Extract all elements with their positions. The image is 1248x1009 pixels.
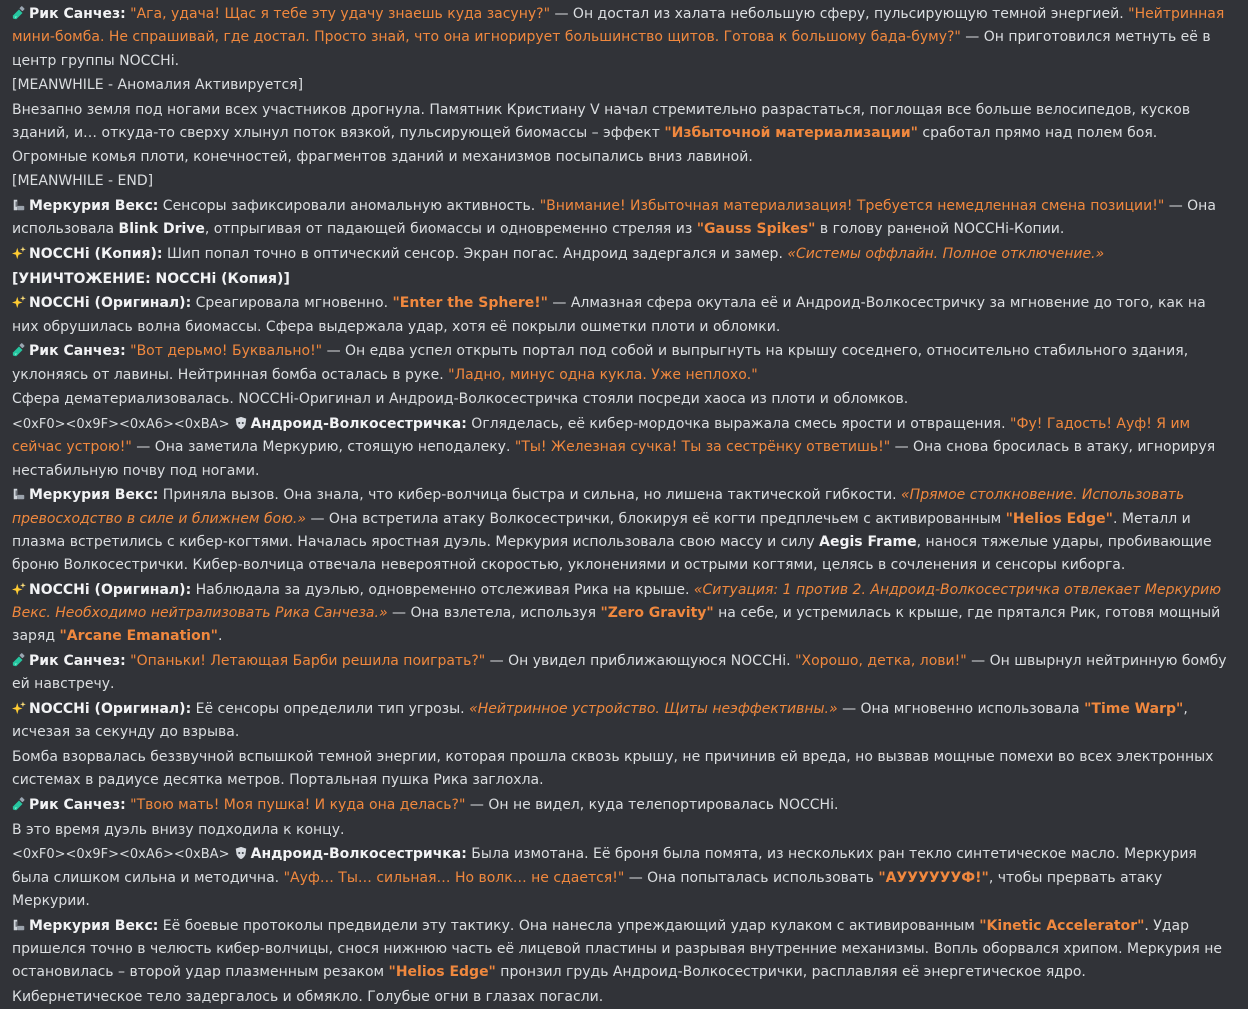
text-segment: сработал прямо над полем боя. Огромные комья плоти, конечностей, фрагментов зданий и механизмов посыпались вниз лавиной. xyxy=(12,125,1158,165)
ability-name: "Gauss Spikes" xyxy=(696,221,816,238)
message-line xyxy=(12,74,1236,97)
rick-potion-icon xyxy=(12,342,26,356)
text-segment: Её боевые протоколы предвидели эту тактику. Она нанесла упреждающий удар кулаком с активированным xyxy=(158,917,980,934)
speaker-or-term: NOCCHi (Оригинал): xyxy=(29,295,192,312)
ability-name: "Zero Gravity" xyxy=(600,605,714,622)
shield-icon xyxy=(234,415,248,429)
ability-name: "Kinetic Accelerator" xyxy=(979,917,1145,934)
message-line xyxy=(12,794,1236,817)
text-segment: — Она снова бросилась в атаку, игнорируя нестабильную почву под ногами. xyxy=(12,439,1216,479)
text-segment: Была измотана. Её броня была помята, из нескольких ран текло синтетическое масло. Меркурия была слишком сильна и методична. xyxy=(12,846,1197,886)
message-line xyxy=(12,388,1236,411)
message-line xyxy=(12,413,1236,483)
dialogue-quote: "Вот дерьмо! Буквально!" xyxy=(130,343,323,360)
ability-name: "Enter the Sphere!" xyxy=(392,295,548,312)
text-segment: Приняла вызов. Она знала, что кибер-волчица быстра и сильна, но лишена тактической гибкости. xyxy=(158,487,902,504)
shield-icon xyxy=(234,845,248,859)
speaker-or-term: NOCCHi (Оригинал): xyxy=(29,701,192,718)
text-segment: Внезапно земля под ногами всех участников дрогнула. Памятник Кристиану V начал стремительно разрастаться, поглощая все больше велосипедов, кусков зданий, и… откуда-то сверху хлынул поток вязкой, пульсирующей биомассы – эффект xyxy=(12,101,1191,142)
text-segment: — Он достал из халата небольшую сферу, пульсирующую темной энергией. xyxy=(550,6,1129,22)
ability-name: "Избыточной материализации" xyxy=(664,125,918,142)
text-segment: Огляделась, её кибер-мордочка выражала смесь ярости и отвращения. xyxy=(466,415,1011,432)
speaker-or-term: Меркурия Векс: xyxy=(29,917,159,934)
message-line xyxy=(12,650,1236,697)
speaker-or-term: Меркурия Векс: xyxy=(29,487,159,504)
dialogue-quote: "Твою мать! Моя пушка! И куда она делась?" xyxy=(130,797,466,814)
text-segment: — Он швырнул нейтринную бомбу ей навстречу. xyxy=(12,653,1227,693)
dialogue-quote: "Ладно, минус одна кукла. Уже неплохо." xyxy=(448,366,758,383)
text-segment: Её сенсоры определили тип угрозы. xyxy=(191,701,470,718)
system-thought: «Ситуация: 1 против 2. Андроид-Волкосестричка отвлекает Меркурию Векс. Необходимо нейтрализовать Рика Санчеза.» xyxy=(12,581,1221,622)
text-segment: [MEANWHILE - END] xyxy=(12,173,154,190)
speaker-or-term: Aegis Frame xyxy=(819,533,917,550)
ability-name: "Arcane Emanation" xyxy=(59,628,218,645)
text-segment: — Он едва успел открыть портал под собой и выпрыгнуть на крышу соседнего, относительно стабильного здания, уклоняясь от лавины. Нейтринная бомба осталась в руке. xyxy=(12,343,1189,383)
emoji-bytes-text: <0xF0><0x9F><0xA6><0xBA> xyxy=(12,416,234,432)
text-segment: — Она взлетела, используя xyxy=(387,605,601,622)
ability-name: "Time Warp" xyxy=(1084,701,1184,718)
rick-potion-icon xyxy=(12,5,26,19)
text-segment: — Она заметила Меркурию, стоящую неподалеку. xyxy=(131,439,515,456)
message-line xyxy=(12,746,1236,793)
text-segment: . Удар пришелся точно в челюсть кибер-волчицы, снося нижнюю часть её лицевой пластины и разрывая внутренние механизмы. Вопль оборвался хрипом. Меркурия не остановилась – второй удар плазменным резаком xyxy=(12,917,1222,981)
rick-potion-icon xyxy=(12,652,26,666)
speaker-or-term: Blink Drive xyxy=(118,221,205,238)
message-line xyxy=(12,340,1236,387)
dialogue-quote: "Хорошо, детка, лови!" xyxy=(795,653,967,670)
message-line xyxy=(12,579,1236,649)
text-segment: в голову раненой NOCCHi-Копии. xyxy=(815,221,1065,238)
speaker-or-term: NOCCHi (Оригинал): xyxy=(29,581,192,598)
system-thought: «Нейтринное устройство. Щиты неэффективны.» xyxy=(469,701,838,718)
mercury-icon xyxy=(12,197,26,211)
speaker-or-term: Андроид-Волкосестричка: xyxy=(250,846,467,863)
message-line xyxy=(12,243,1236,266)
dialogue-quote: "Внимание! Избыточная материализация! Требуется немедленная смена позиции!" xyxy=(539,197,1165,214)
message-line xyxy=(12,819,1236,842)
message-line xyxy=(12,986,1236,1009)
sparkles-icon xyxy=(12,700,26,714)
emoji-bytes-text: <0xF0><0x9F><0xA6><0xBA> xyxy=(12,847,234,863)
text-segment: на себе, и устремилась к крыше, где прятался Рик, готовя мощный заряд xyxy=(12,605,1221,645)
text-segment: — Она попыталась использовать xyxy=(624,869,879,886)
speaker-or-term: Рик Санчез: xyxy=(29,653,126,670)
text-segment: Среагировала мгновенно. xyxy=(191,295,393,312)
text-segment: — Она встретила атаку Волкосестрички, блокируя её когти предплечьем с активированным xyxy=(306,510,1006,527)
dialogue-quote: "Нейтринная мини-бомба. Не спрашивай, где достал. Просто знай, что она игнорирует большинство щитов. Готова к большому бада-буму?" xyxy=(12,6,1225,46)
message-line xyxy=(12,3,1236,73)
text-segment: — Алмазная сфера окутала её и Андроид-Волкосестричку за мгновение до того, как на них обрушилась волна биомассы. Сфера выдержала удар, хотя её покрыли ошметки плоти и обломки. xyxy=(12,295,1206,335)
mercury-icon xyxy=(12,486,26,500)
rick-potion-icon xyxy=(12,796,26,810)
message-line xyxy=(12,484,1236,577)
system-thought: «Системы оффлайн. Полное отключение.» xyxy=(787,245,1105,262)
text-segment: Бомба взорвалась беззвучной вспышкой темной энергии, которая прошла сквозь крышу, не причинив ей вреда, но вызвав мощные помехи во всех электронных системах в радиусе десятка метров. Портальная пушка Рика заглохла. xyxy=(12,749,1214,789)
speaker-or-term: Рик Санчез: xyxy=(29,6,126,22)
speaker-or-term: Рик Санчез: xyxy=(29,343,126,360)
message-line xyxy=(12,99,1236,169)
sparkles-icon xyxy=(12,294,26,308)
message-line xyxy=(12,915,1236,985)
text-segment: , отпрыгивая от падающей биомассы и одновременно стреляя из xyxy=(204,221,697,238)
message-line xyxy=(12,170,1236,193)
dialogue-quote: "Ты! Железная сучка! Ты за сестрёнку ответишь!" xyxy=(514,439,891,456)
message-line xyxy=(12,698,1236,745)
text-segment: Наблюдала за дуэлью, одновременно отслеживая Рика на крыше. xyxy=(191,581,694,598)
text-segment: Шип попал точно в оптический сенсор. Экран погас. Андроид задергался и замер. xyxy=(162,245,788,262)
text-segment: . Металл и плазма встретились с кибер-когтями. Началась яростная дуэль. Меркурия использовала свою массу и силу xyxy=(12,510,1191,550)
text-segment: — Она использовала xyxy=(12,197,1216,238)
speaker-or-term: [УНИЧТОЖЕНИЕ: NOCCHi (Копия)] xyxy=(12,270,290,287)
sparkles-icon xyxy=(12,581,26,595)
dialogue-quote: "Ауф… Ты… сильная… Но волк… не сдается!" xyxy=(283,869,625,886)
sparkles-icon xyxy=(12,245,26,259)
text-segment: , исчезая за секунду до взрыва. xyxy=(12,701,1188,741)
ability-name: "Helios Edge" xyxy=(1005,510,1113,527)
text-segment: Сенсоры зафиксировали аномальную активность. xyxy=(158,197,540,214)
speaker-or-term: NOCCHi (Копия): xyxy=(29,245,163,262)
text-segment: . xyxy=(217,628,223,645)
dialogue-quote: "Фу! Гадость! Ауф! Я им сейчас устрою!" xyxy=(12,415,1191,456)
ability-name: "Helios Edge" xyxy=(388,964,496,981)
system-thought: «Прямое столкновение. Использовать превосходство в силе и ближнем бою.» xyxy=(12,487,1185,527)
text-segment: Сфера дематериализовалась. NOCCHi-Оригинал и Андроид-Волкосестричка стояли посреди хаоса из плоти и обломков. xyxy=(12,391,909,408)
text-segment: Кибернетическое тело задергалось и обмякло. Голубые огни в глазах погасли. xyxy=(12,988,604,1005)
speaker-or-term: Андроид-Волкосестричка: xyxy=(250,415,467,432)
speaker-or-term: Меркурия Векс: xyxy=(29,197,159,214)
dialogue-quote: "Ага, удача! Щас я тебе эту удачу знаешь куда засуну?" xyxy=(130,6,551,22)
ability-name: "АУУУУУУФ!" xyxy=(878,869,989,886)
text-segment: пронзил грудь Андроид-Волкосестрички, расплавляя её энергетическое ядро. xyxy=(495,964,1086,981)
mercury-icon xyxy=(12,917,26,931)
speaker-or-term: Рик Санчез: xyxy=(29,797,126,814)
text-segment: — Он приготовился метнуть её в центр группы NOCCHi. xyxy=(12,29,1211,69)
text-segment: — Он не видел, куда телепортировалась NOCCHi. xyxy=(465,797,839,814)
dialogue-quote: "Опаньки! Летающая Барби решила поиграть?" xyxy=(130,653,486,670)
text-segment: , нанося тяжелые удары, пробивающие броню Волкосестрички. Кибер-волчица отвечала невероятной скоростью, уклонениями и острыми когтями, целясь в сочленения и сенсоры киборга. xyxy=(12,533,1212,574)
message-line xyxy=(12,292,1236,339)
message-line xyxy=(12,268,1236,291)
text-segment: — Она мгновенно использовала xyxy=(837,701,1085,718)
text-segment: — Он увидел приближающуюся NOCCHi. xyxy=(485,653,796,670)
text-segment: [MEANWHILE - Аномалия Активируется] xyxy=(12,77,304,94)
message-line xyxy=(12,843,1236,913)
message-line xyxy=(12,195,1236,242)
text-segment: , чтобы прервать атаку Меркурии. xyxy=(12,869,1163,910)
text-segment: В это время дуэль внизу подходила к концу. xyxy=(12,821,345,838)
